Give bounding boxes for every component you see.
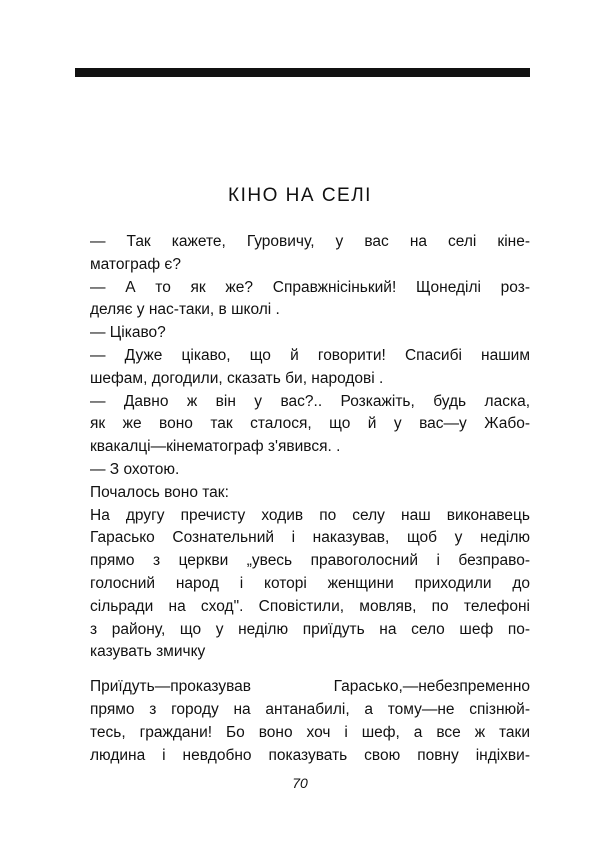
text-line: — Дуже цікаво, що й говорити! Спасибі нашим xyxy=(90,346,530,364)
page-number: 70 xyxy=(292,775,308,791)
text-line: квакалці—кінематограф з'явився. . xyxy=(90,438,341,456)
body-text xyxy=(90,231,530,767)
text-line: На другу пречисту ходив по селу наш виконавець xyxy=(90,506,530,524)
text-line: — Так кажете, Гуровичу, у вас на селі кіне- xyxy=(90,233,530,250)
text-line: — З охотою. xyxy=(90,460,180,478)
text-line: матограф є? xyxy=(90,255,181,273)
text-line: Почалось воно так: xyxy=(90,483,229,501)
text-line: деляє у нас-таки, в школі . xyxy=(90,301,280,319)
text-line: — Цікаво? xyxy=(90,324,166,342)
text-line: прямо з церкви „увесь правоголосний і безправо- xyxy=(90,552,530,570)
text-line: казувать змичку xyxy=(90,643,206,661)
text-line: шефам, догодили, сказать би, народові . xyxy=(90,369,384,387)
text-line: з району, що у неділю приїдуть на село шеф по- xyxy=(90,620,530,638)
text-line: — Давно ж він у вас?.. Розкажіть, будь ласка, xyxy=(90,392,530,410)
top-rule xyxy=(75,68,530,77)
text-line: Приїдуть—проказував Гарасько,—небезпременно xyxy=(90,678,530,696)
chapter-title: КІНО НА СЕЛІ xyxy=(228,185,372,206)
paragraph-gap xyxy=(90,664,530,676)
text-line: Гарасько Сознательний і наказував, щоб у неділю xyxy=(90,529,530,547)
text-line: прямо з городу на антанабилі, а тому—не спізнюй- xyxy=(90,700,530,718)
text-line: голосний народ і которі женщини приходили до xyxy=(90,574,530,592)
text-line: сільради на сход". Сповістили, мовляв, по телефоні xyxy=(90,597,530,615)
text-line: людина і невдобно показувать свою повну індіхви- xyxy=(90,746,530,764)
text-line: — А то як же? Справжнісінький! Щонеділі роз- xyxy=(90,278,530,296)
text-line: тесь, граждани! Бо воно хоч і шеф, а все ж таки xyxy=(90,723,530,741)
text-line: як же воно так сталося, що й у вас—у Жабо- xyxy=(90,415,530,433)
